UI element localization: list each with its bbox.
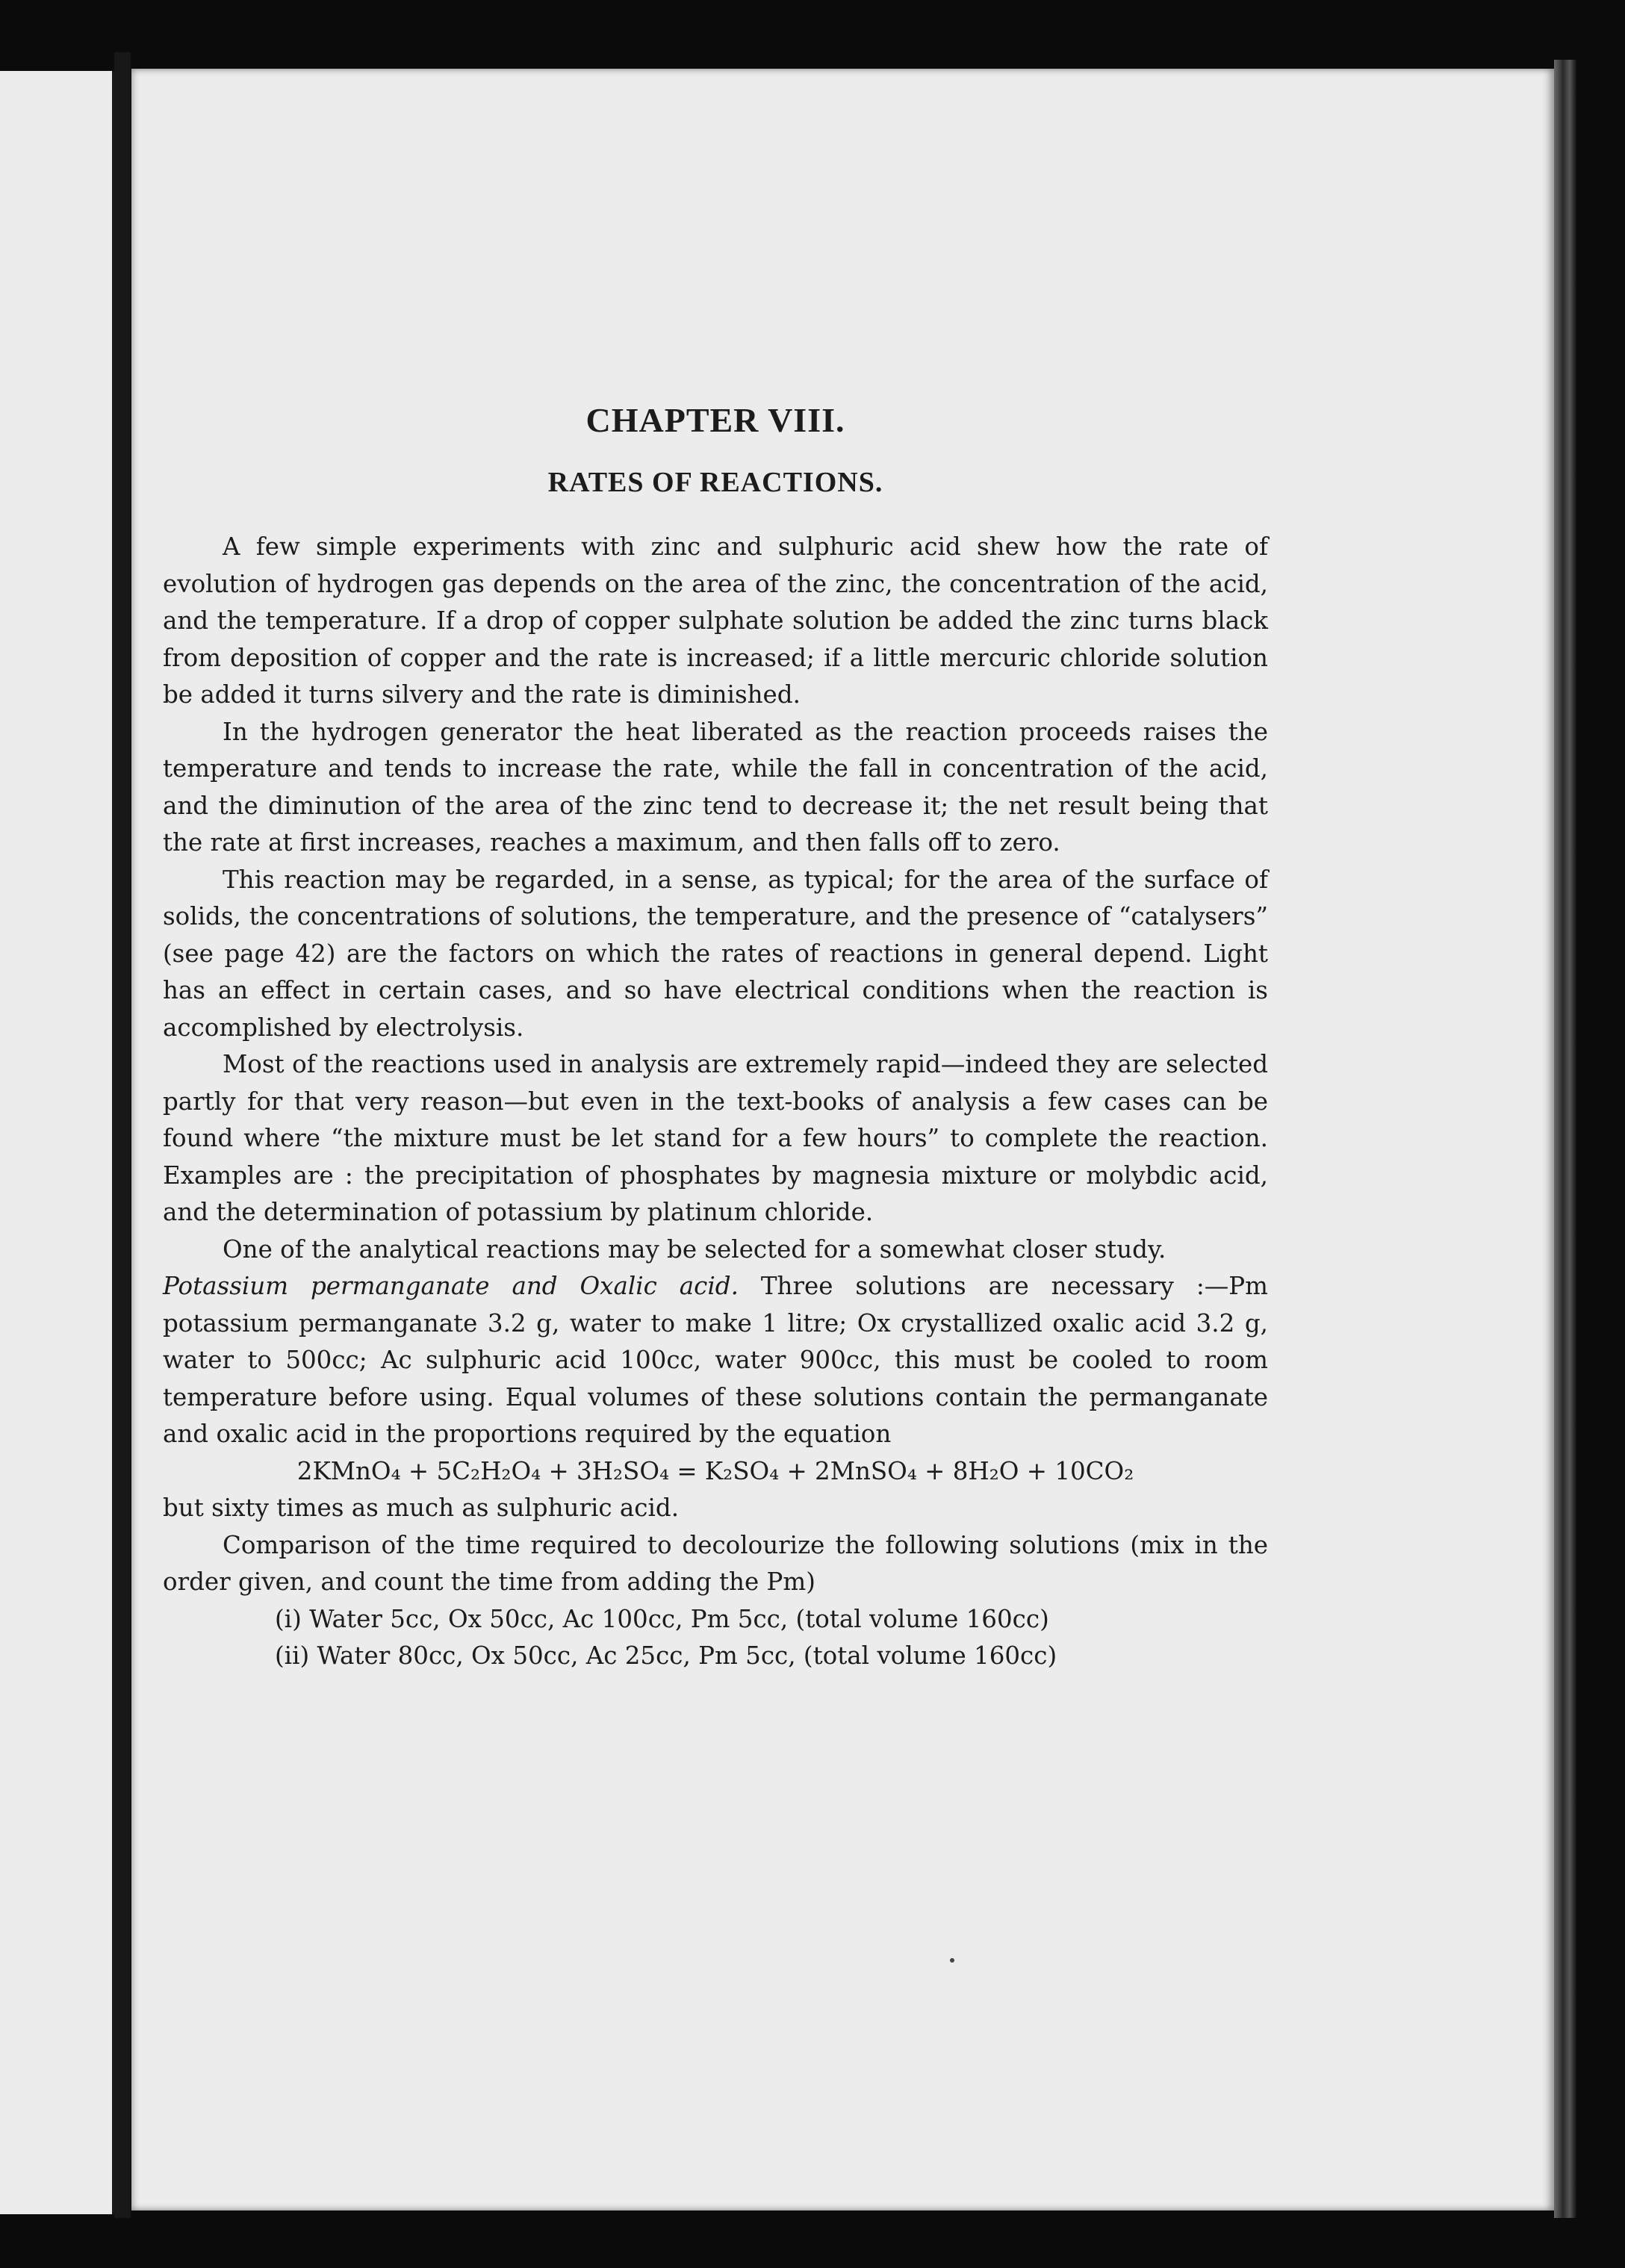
chapter-heading: CHAPTER VIII. — [585, 401, 845, 439]
paragraph-6: Comparison of the time required to decolourize the following solutions (mix in the order given, and count the time from adding the Pm) — [163, 1530, 1268, 1596]
section-heading: RATES OF REACTIONS. — [547, 467, 883, 498]
pm-paragraph — [163, 1268, 1268, 1453]
reaction-equation: 2KMnO₄ + 5C₂H₂O₄ + 3H₂SO₄ = K₂SO₄ + 2MnSO₄ + 8H₂O + 10CO₂ — [296, 1456, 1134, 1485]
pm-after: but sixty times as much as sulphuric acid. — [163, 1494, 680, 1522]
pm-text: Three solutions are necessary :—Pm potassium permanganate 3.2 g, water to make 1 litre; Ox crystallized oxalic acid 3.2 g, water to 500cc; Ac sulphuric acid 100cc, water 900cc, this must be cooled to room temperature before using. Equal volumes of these solutions contain the permanganate and oxalic acid in the proportions required by the equation — [163, 1272, 1268, 1448]
book-gutter — [114, 52, 131, 2218]
page-speck — [950, 1958, 954, 1963]
pm-subtitle: Potassium permanganate and Oxalic acid. — [163, 1272, 739, 1300]
facing-page — [0, 71, 114, 2214]
paragraph-4: Most of the reactions used in analysis are extremely rapid—indeed they are selected partly for that very reason—but even in the text-books of analysis a few cases can be found where “the mixture must be let stand for a few hours” to complete the reaction. Examples are : the precipitation of phosphates by magnesia mixture or molybdic acid, and the determination of potassium by platinum chloride. — [163, 1050, 1268, 1226]
paragraph-2: In the hydrogen generator the heat liberated as the reaction proceeds raises the temperature and tends to increase the rate, while the fall in concentration of the acid, and the diminution of the area of the zinc tend to decrease it; the net result being that the rate at first increases, reaches a maximum, and then falls off to zero. — [163, 717, 1268, 857]
paragraph-3: This reaction may be regarded, in a sense, as typical; for the area of the surface of solids, the concentrations of solutions, the temperature, and the presence of “catalysers” (see page 42) are the factors on which the rates of reactions in general depend. Light has an effect in certain cases, and so have electrical conditions when the reaction is accomplished by electrolysis. — [163, 865, 1268, 1042]
page-edge — [1554, 60, 1576, 2218]
paragraph-1: A few simple experiments with zinc and sulphuric acid shew how the rate of evolution of hydrogen gas depends on the area of the zinc, the concentration of the acid, and the temperature. If a drop of copper sulphate solution be added the zinc turns black from deposition of copper and the rate is increased; if a little mercuric chloride solution be added it turns silvery and the rate is diminished. — [163, 532, 1268, 709]
paragraph-5: One of the analytical reactions may be selected for a somewhat closer study. — [223, 1234, 1166, 1264]
experiment-1: (i) Water 5cc, Ox 50cc, Ac 100cc, Pm 5cc, (total volume 160cc) — [275, 1604, 1049, 1633]
page-text — [163, 329, 1268, 1675]
experiment-2: (ii) Water 80cc, Ox 50cc, Ac 25cc, Pm 5cc, (total volume 160cc) — [275, 1641, 1057, 1670]
